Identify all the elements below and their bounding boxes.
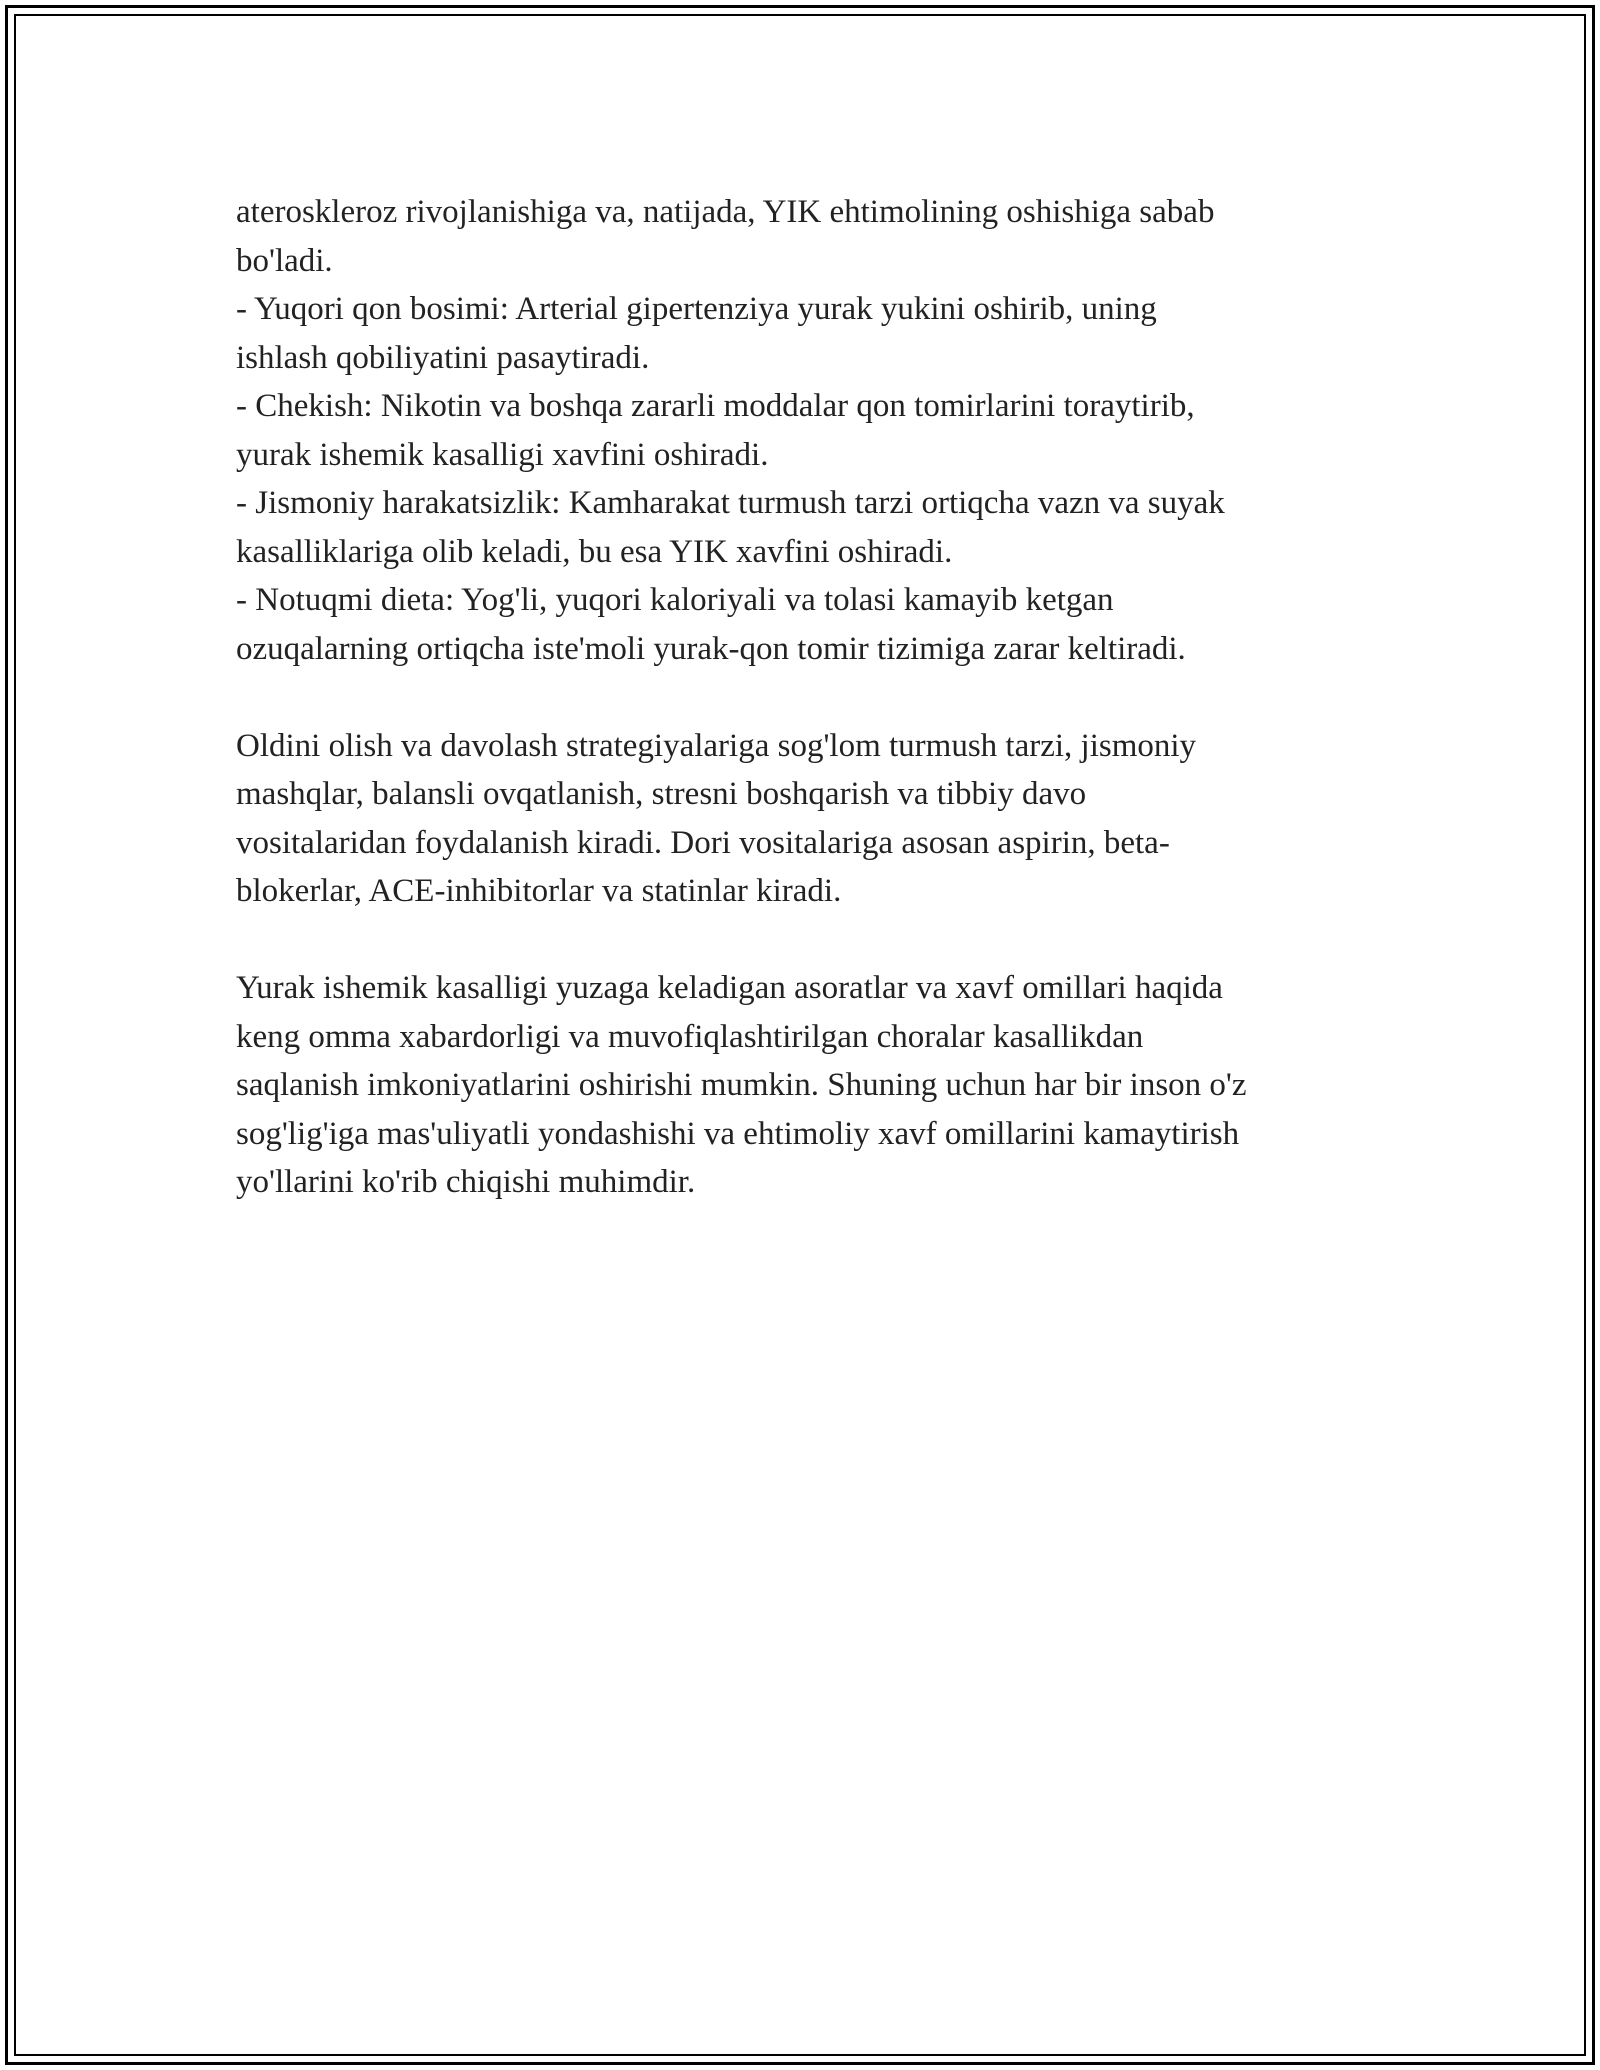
document-body xyxy=(236,188,1366,1207)
paragraph-awareness xyxy=(236,964,1366,1207)
text-line: sog'lig'iga mas'uliyatli yondashishi va ehtimoliy xavf omillarini kamaytirish xyxy=(236,1115,1240,1152)
text-line: ozuqalarning ortiqcha iste'moli yurak-qon tomir tizimiga zarar keltiradi. xyxy=(236,630,1186,667)
list-item-smoking: - Chekish: Nikotin va boshqa zararli moddalar qon tomirlarini toraytirib, xyxy=(236,388,1195,424)
list-item-physical-inactivity: - Jismoniy harakatsizlik: Kamharakat turmush tarzi ortiqcha vazn va suyak xyxy=(236,485,1225,521)
text-line: mashqlar, balansli ovqatlanish, stresni boshqarish va tibbiy davo xyxy=(236,776,1087,812)
list-item-poor-diet: - Notuqmi dieta: Yog'li, yuqori kaloriyali va tolasi kamayib ketgan xyxy=(236,582,1114,618)
text-line: yo'llarini ko'rib chiqishi muhimdir. xyxy=(236,1164,696,1200)
text-line: Yurak ishemik kasalligi yuzaga keladigan asoratlar va xavf omillari haqida xyxy=(236,970,1223,1006)
text-line: ishlash qobiliyatini pasaytiradi. xyxy=(236,339,650,376)
paragraph-spacer xyxy=(236,916,1366,965)
paragraph-prevention xyxy=(236,722,1366,916)
text-line: yurak ishemik kasalligi xavfini oshiradi. xyxy=(236,436,769,473)
text-line: vositalaridan foydalanish kiradi. Dori vositalariga asosan aspirin, beta- xyxy=(236,824,1170,861)
text-line: kasalliklariga olib keladi, bu esa YIK xavfini oshiradi. xyxy=(236,533,953,570)
paragraph-spacer xyxy=(236,673,1366,722)
text-line: ateroskleroz rivojlanishiga va, natijada, YIK ehtimolining oshishiga sabab xyxy=(236,194,1215,230)
text-line: keng omma xabardorligi va muvofiqlashtirilgan choralar kasallikdan xyxy=(236,1018,1144,1055)
text-line: blokerlar, ACE-inhibitorlar va statinlar kiradi. xyxy=(236,873,842,909)
list-item-high-blood-pressure: - Yuqori qon bosimi: Arterial gipertenziya yurak yukini oshirib, uning xyxy=(236,291,1157,327)
paragraph-risk-factors xyxy=(236,188,1366,673)
text-line: bo'ladi. xyxy=(236,242,333,279)
text-line: saqlanish imkoniyatlarini oshirishi mumkin. Shuning uchun har bir inson o'z xyxy=(236,1067,1247,1103)
text-line: Oldini olish va davolash strategiyalariga sog'lom turmush tarzi, jismoniy xyxy=(236,727,1197,764)
